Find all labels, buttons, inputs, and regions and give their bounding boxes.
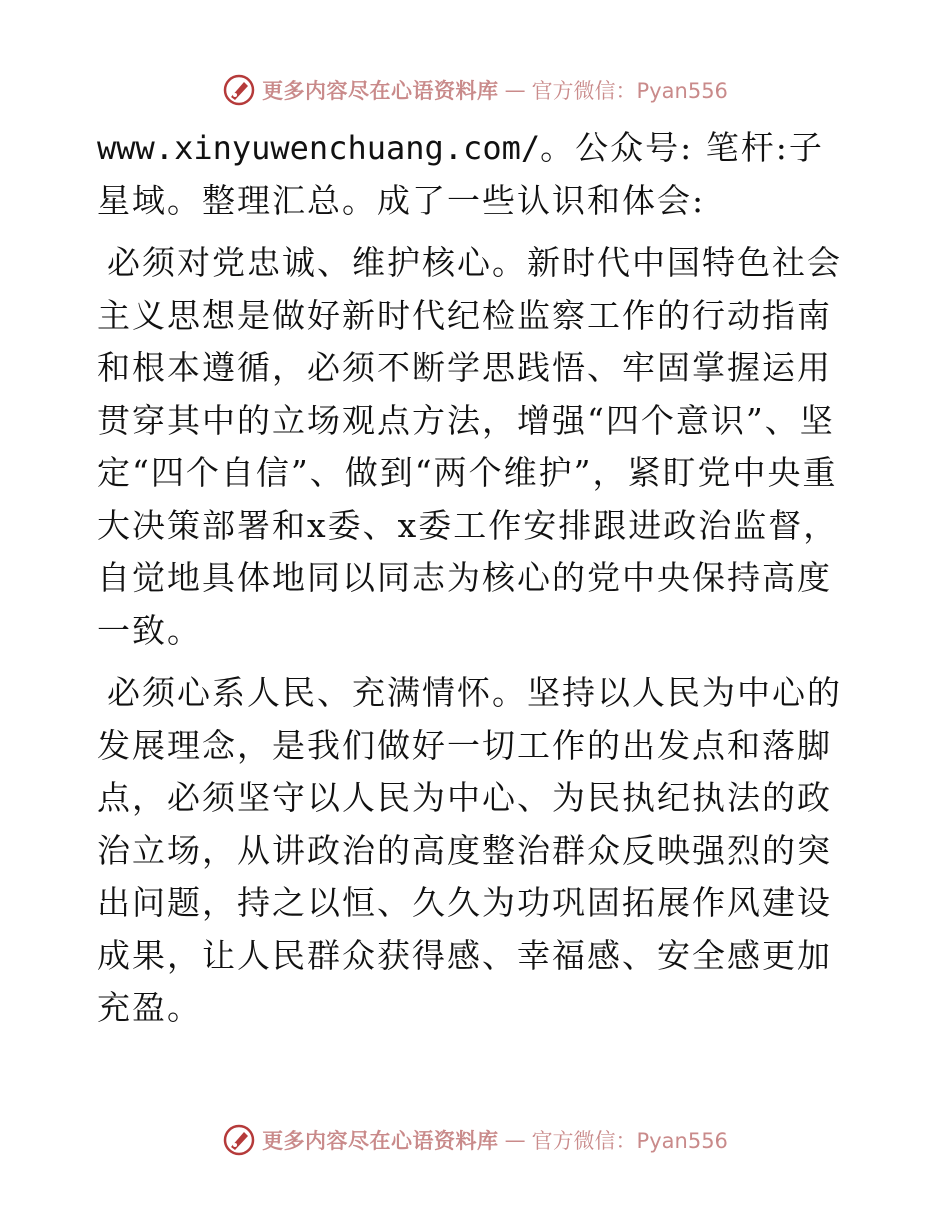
paragraph-1-text: 。公众号: 笔杆:子星域。整理汇总。成了一些认识和体会: [97, 128, 824, 220]
paragraph-1 [97, 122, 857, 227]
paragraph-3: 必须心系人民、充满情怀。坚持以人民为中心的发展理念，是我们做好一切工作的出发点和落脚点，必须坚守以人民为中心、为民执纪执法的政治立场，从讲政治的高度整治群众反映强烈的突出问题，持之以恒、久久为功巩固拓展作风建设成果，让人民群众获得感、幸福感、安全感更加充盈。 [97, 673, 842, 1027]
footer-banner-contact: 官方微信：Pyan556 [531, 1129, 728, 1153]
pen-nib-logo-icon [222, 73, 256, 107]
footer-banner-separator: — [504, 1128, 526, 1152]
footer-banner [0, 1120, 950, 1160]
paragraph-2: 必须对党忠诚、维护核心。新时代中国特色社会主义思想是做好新时代纪检监察工作的行动指南和根本遵循，必须不断学思践悟、牢固掌握运用贯穿其中的立场观点方法，增强“四个意识”、坚定“四个自信”、做到“两个维护”，紧盯党中央重大决策部署和x委、x委工作安排跟进政治监督，自觉地具体地同以同志为核心的党中央保持高度一致。 [97, 243, 842, 650]
header-banner [0, 70, 950, 110]
footer-banner-title: 更多内容尽在心语资料库 [262, 1129, 499, 1153]
header-banner-contact: 官方微信：Pyan556 [531, 79, 728, 103]
header-banner-title: 更多内容尽在心语资料库 [262, 79, 499, 103]
website-url: www.xinyuwenchuang.com/ [97, 129, 541, 167]
document-body [97, 122, 857, 1035]
pen-nib-logo-icon [222, 1123, 256, 1157]
header-banner-separator: — [504, 78, 526, 102]
